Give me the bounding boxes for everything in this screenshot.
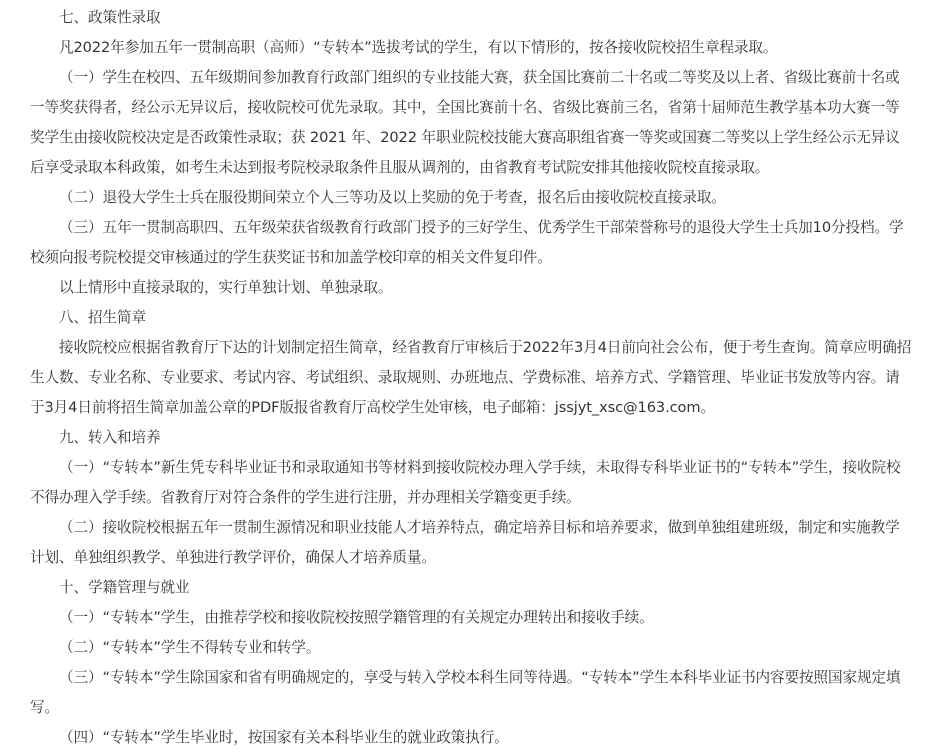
- section-heading-9: 九、转入和培养: [59, 429, 161, 446]
- paragraph-7-intro: 凡2022年参加五年一贯制高职（高师）“专转本”选拔考试的学生，有以下情形的，按各接收院校招生章程录取。: [59, 39, 778, 56]
- paragraph-10-item-1: （一）“专转本”学生，由推荐学校和接收院校按照学籍管理的有关规定办理转出和接收手续。: [59, 609, 654, 626]
- paragraph-10-item-2: （二）“专转本”学生不得转专业和转学。: [59, 639, 321, 656]
- paragraph-9-item-2: （二）接收院校根据五年一贯制生源情况和职业技能人才培养特点，确定培养目标和培养要求，做到单独组建班级，制定和实施教学计划、单独组织教学、单独进行教学评价，确保人才培养质量。: [30, 519, 900, 566]
- paragraph-7-item-3: （三）五年一贯制高职四、五年级荣获省级教育行政部门授予的三好学生、优秀学生干部荣誉称号的退役大学生士兵加10分投档。学校须向报考院校提交审核通过的学生获奖证书和加盖学校印章的相关文件复印件。: [30, 219, 904, 266]
- paragraph-7-item-1: （一）学生在校四、五年级期间参加教育行政部门组织的专业技能大赛，获全国比赛前二十名或二等奖及以上者、省级比赛前十名或一等奖获得者，经公示无异议后，接收院校可优先录取。其中，全国比赛前十名、省级比赛前三名，省第十届师范生教学基本功大赛一等奖学生由接收院校决定是否政策性录取；获 2021 年、2022 年职业院校技能大赛高职组省赛一等奖或国赛二等奖以上学生经公示无异议后享受录取本科政策，如考生未达到报考院校录取条件且服从调剂的，由省教育考试院安排其他接收院校直接录取。: [30, 69, 900, 176]
- paragraph-10-item-4: （四）“专转本”学生毕业时，按国家有关本科毕业生的就业政策执行。: [59, 729, 509, 746]
- paragraph-9-item-1: （一）“专转本”新生凭专科毕业证书和录取通知书等材料到接收院校办理入学手续，未取得专科毕业证书的“专转本”学生，接收院校不得办理入学手续。省教育厅对符合条件的学生进行注册，并办理相关学籍变更手续。: [30, 459, 901, 506]
- paragraph-7-item-2: （二）退役大学生士兵在服役期间荣立个人三等功及以上奖励的免于考查，报名后由接收院校直接录取。: [59, 189, 726, 206]
- section-heading-7: 七、政策性录取: [59, 9, 161, 26]
- section-heading-10: 十、学籍管理与就业: [59, 579, 190, 596]
- paragraph-7-note: 以上情形中直接录取的，实行单独计划、单独录取。: [59, 279, 393, 296]
- paragraph-8: 接收院校应根据省教育厅下达的计划制定招生简章，经省教育厅审核后于2022年3月4日前向社会公布，便于考生查询。简章应明确招生人数、专业名称、专业要求、考试内容、考试组织、录取规则、办班地点、学费标准、培养方式、学籍管理、毕业证书发放等内容。请于3月4日前将招生简章加盖公章的PDF版报省教育厅高校学生处审核，电子邮箱：jssjyt_xsc@163.com。: [30, 339, 912, 416]
- section-heading-8: 八、招生简章: [59, 309, 146, 326]
- paragraph-10-item-3: （三）“专转本”学生除国家和省有明确规定的，享受与转入学校本科生同等待遇。“专转本”学生本科毕业证书内容要按照国家规定填写。: [30, 669, 901, 716]
